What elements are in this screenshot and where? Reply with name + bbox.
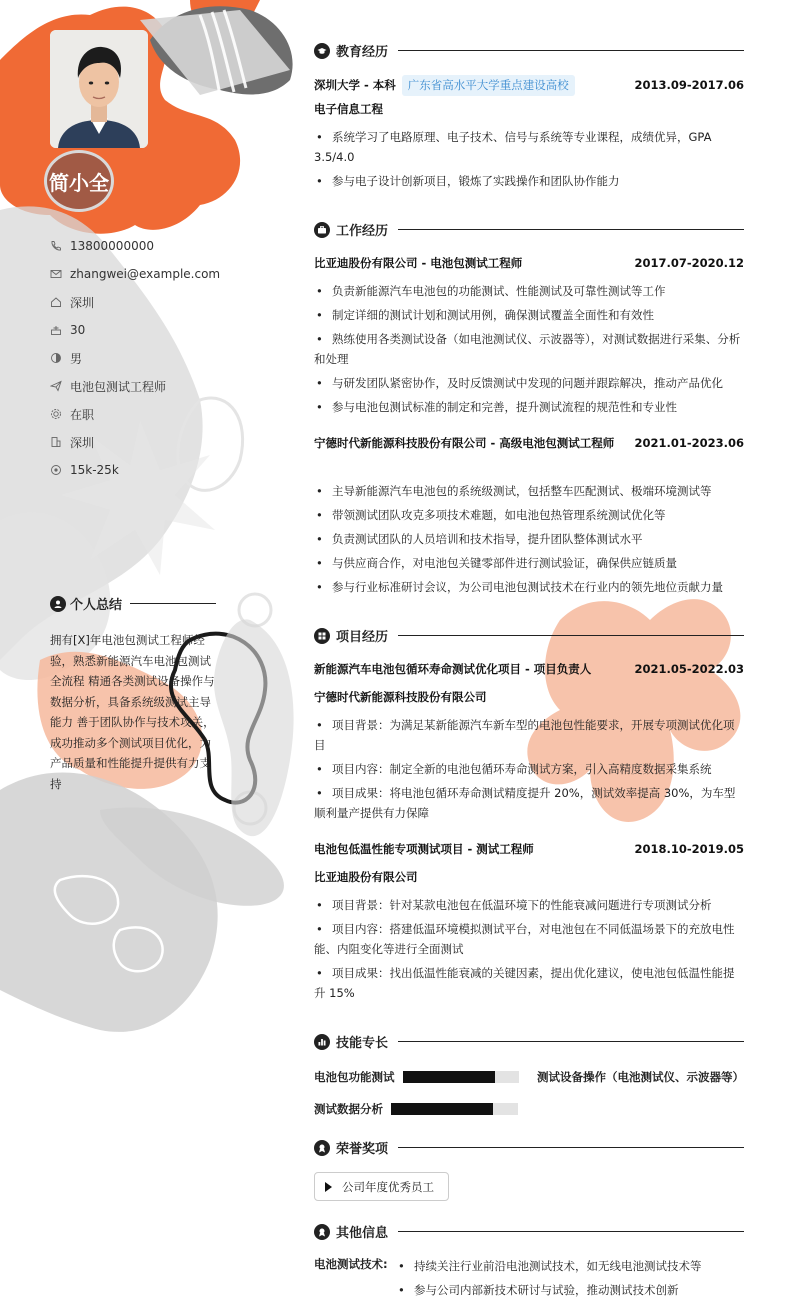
home-icon bbox=[50, 296, 62, 308]
info-salary bbox=[50, 456, 220, 484]
education-bullets bbox=[314, 127, 744, 195]
user-icon bbox=[50, 596, 66, 612]
work-city-value: 深圳 bbox=[70, 435, 95, 450]
graduation-cap-icon bbox=[314, 43, 330, 59]
list-item: • 参与电池包测试标准的制定和完善，提升测试流程的规范性和专业性 bbox=[314, 397, 744, 417]
major: 电子信息工程 bbox=[314, 102, 383, 116]
summary-header bbox=[50, 594, 216, 613]
left-column bbox=[0, 0, 270, 1308]
divider bbox=[398, 1147, 744, 1148]
age-value: 30 bbox=[70, 323, 86, 337]
project-company: 比亚迪股份有限公司 bbox=[314, 870, 418, 884]
gender-value: 男 bbox=[70, 351, 83, 366]
list-item: • 持续关注行业前沿电池测试技术，如无线电池测试技术等 bbox=[396, 1256, 744, 1276]
project-entry-2 bbox=[314, 839, 744, 860]
skill-item-2 bbox=[537, 1069, 744, 1085]
candidate-name: 简小全 bbox=[49, 170, 109, 195]
list-item: • 负责新能源汽车电池包的功能测试、性能测试及可靠性测试等工作 bbox=[314, 281, 744, 301]
job-1-bullets bbox=[314, 281, 744, 421]
education-title: 教育经历 bbox=[336, 45, 389, 60]
divider bbox=[398, 635, 744, 636]
skill-name: 测试数据分析 bbox=[314, 1102, 383, 1116]
job-entry-2 bbox=[314, 433, 744, 454]
other-title: 其他信息 bbox=[336, 1226, 389, 1241]
divider bbox=[398, 229, 744, 230]
grid-icon bbox=[314, 628, 330, 644]
list-item: • 项目内容：搭建低温环境模拟测试平台，对电池包在不同低温场景下的充放电性能、内阻变化等进行全面测试 bbox=[314, 919, 744, 959]
position-value: 电池包测试工程师 bbox=[70, 379, 167, 394]
list-item: • 负责测试团队的人员培训和技术指导，提升团队整体测试水平 bbox=[314, 529, 744, 549]
info-email bbox=[50, 260, 220, 288]
work-header bbox=[314, 220, 744, 239]
salary-value: 15k-25k bbox=[70, 463, 119, 477]
bar-chart-icon bbox=[314, 1034, 330, 1050]
info-status bbox=[50, 400, 220, 428]
status-value: 在职 bbox=[70, 407, 95, 422]
info-position bbox=[50, 372, 220, 400]
status-icon bbox=[50, 408, 62, 420]
right-column bbox=[314, 0, 744, 1308]
list-item: • 带领测试团队攻克多项技术难题，如电池包热管理系统测试优化等 bbox=[314, 505, 744, 525]
education-entry bbox=[314, 75, 744, 96]
work-title: 工作经历 bbox=[336, 224, 389, 239]
list-item: • 系统学习了电路原理、电子技术、信号与系统等专业课程，成绩优异，GPA 3.5/4.0 bbox=[314, 127, 744, 167]
skill-bar bbox=[391, 1103, 518, 1115]
divider bbox=[398, 1231, 744, 1232]
list-item: • 制定详细的测试计划和测试用例，确保测试覆盖全面性和有效性 bbox=[314, 305, 744, 325]
list-item: • 项目背景：针对某款电池包在低温环境下的性能衰减问题进行专项测试分析 bbox=[314, 895, 744, 915]
project-date: 2021.05-2022.03 bbox=[634, 662, 744, 676]
name-badge bbox=[44, 150, 114, 212]
project-1-bullets bbox=[314, 715, 744, 827]
job-entry-1 bbox=[314, 253, 744, 274]
other-bullets bbox=[396, 1256, 744, 1304]
list-item: • 主导新能源汽车电池包的系统级测试，包括整车匹配测试、极端环境测试等 bbox=[314, 481, 744, 501]
divider bbox=[398, 1041, 744, 1042]
email-value: zhangwei@example.com bbox=[70, 267, 221, 281]
list-item: • 熟练使用各类测试设备（如电池测试仪、示波器等），对测试数据进行采集、分析和处理 bbox=[314, 329, 744, 369]
skill-bar-fill bbox=[391, 1103, 493, 1115]
info-gender bbox=[50, 344, 220, 372]
award-icon bbox=[314, 1140, 330, 1156]
award-name: 公司年度优秀员工 bbox=[342, 1179, 434, 1194]
projects-title: 项目经历 bbox=[336, 630, 389, 645]
awards-title: 荣誉奖项 bbox=[336, 1142, 389, 1157]
send-icon bbox=[50, 380, 62, 392]
list-item: • 项目内容：制定全新的电池包循环寿命测试方案，引入高精度数据采集系统 bbox=[314, 759, 744, 779]
project-2-bullets bbox=[314, 895, 744, 1007]
list-item: • 项目成果：找出低温性能衰减的关键因素，提出优化建议，使电池包低温性能提升 15% bbox=[314, 963, 744, 1003]
info-icon bbox=[314, 1224, 330, 1240]
job-title: 宁德时代新能源科技股份有限公司 - 高级电池包测试工程师 bbox=[314, 436, 615, 450]
city-value: 深圳 bbox=[70, 295, 95, 310]
info-age bbox=[50, 316, 220, 344]
info-city bbox=[50, 288, 220, 316]
list-item: • 参与公司内部新技术研讨与试验，推动测试技术创新 bbox=[396, 1280, 744, 1300]
divider bbox=[130, 603, 216, 604]
project-title: 电池包低温性能专项测试项目 - 测试工程师 bbox=[314, 842, 534, 856]
skill-item-1 bbox=[314, 1069, 519, 1085]
job-title: 比亚迪股份有限公司 - 电池包测试工程师 bbox=[314, 256, 523, 270]
briefcase-icon bbox=[314, 222, 330, 238]
divider bbox=[398, 50, 744, 51]
skills-header bbox=[314, 1032, 744, 1051]
building-icon bbox=[50, 436, 62, 448]
avatar bbox=[50, 30, 148, 148]
phone-value: 13800000000 bbox=[70, 239, 154, 253]
summary-text: 拥有[X]年电池包测试工程师经验，熟悉新能源汽车电池包测试全流程 精通各类测试设备操作与数据分析，具备系统级测试主导能力 善于团队协作与技术攻关，成功推动多个测试项目优化，为产品质量和性能提升提供有力支持 bbox=[50, 633, 215, 791]
project-entry-1 bbox=[314, 659, 744, 680]
school-badge: 广东省高水平大学重点建设高校 bbox=[402, 75, 575, 96]
list-item: • 参与电子设计创新项目，锻炼了实践操作和团队协作能力 bbox=[314, 171, 744, 191]
email-icon bbox=[50, 268, 62, 280]
job-date: 2017.07-2020.12 bbox=[634, 256, 744, 270]
skill-bar-fill bbox=[403, 1071, 496, 1083]
info-work-city bbox=[50, 428, 220, 456]
phone-icon bbox=[50, 240, 62, 252]
skill-item-3 bbox=[314, 1101, 518, 1117]
list-item: • 项目成果：将电池包循环寿命测试精度提升 20%，测试效率提高 30%，为车型顺利量产提供有力保障 bbox=[314, 783, 744, 823]
education-date: 2013.09-2017.06 bbox=[634, 78, 744, 92]
list-item: • 项目背景：为满足某新能源汽车新车型的电池包性能要求，开展专项测试优化项目 bbox=[314, 715, 744, 755]
project-date: 2018.10-2019.05 bbox=[634, 842, 744, 856]
project-title: 新能源汽车电池包循环寿命测试优化项目 - 项目负责人 bbox=[314, 662, 592, 676]
salary-icon bbox=[50, 464, 62, 476]
age-icon bbox=[50, 324, 62, 336]
play-icon bbox=[325, 1182, 332, 1192]
awards-header bbox=[314, 1138, 744, 1157]
info-phone bbox=[50, 232, 220, 260]
list-item: • 参与行业标准研讨会议，为公司电池包测试技术在行业内的领先地位贡献力量 bbox=[314, 577, 744, 597]
award-tag bbox=[314, 1172, 449, 1201]
gender-icon bbox=[50, 352, 62, 364]
projects-header bbox=[314, 626, 744, 645]
skill-name: 测试设备操作（电池测试仪、示波器等） bbox=[537, 1070, 744, 1084]
skill-bar bbox=[403, 1071, 519, 1083]
other-label: 电池测试技术: bbox=[314, 1257, 388, 1271]
other-header bbox=[314, 1222, 744, 1241]
school-name: 深圳大学 - 本科 bbox=[314, 78, 396, 92]
project-company: 宁德时代新能源科技股份有限公司 bbox=[314, 690, 487, 704]
person-photo-icon bbox=[50, 30, 148, 148]
job-2-bullets bbox=[314, 481, 744, 601]
summary-title: 个人总结 bbox=[70, 598, 123, 613]
job-date: 2021.01-2023.06 bbox=[634, 436, 744, 450]
education-header bbox=[314, 41, 744, 60]
list-item: • 与供应商合作，对电池包关键零部件进行测试验证，确保供应链质量 bbox=[314, 553, 744, 573]
list-item: • 与研发团队紧密协作，及时反馈测试中发现的问题并跟踪解决，推动产品优化 bbox=[314, 373, 744, 393]
skills-title: 技能专长 bbox=[336, 1036, 389, 1051]
skill-name: 电池包功能测试 bbox=[314, 1070, 395, 1084]
contact-info bbox=[50, 232, 220, 484]
